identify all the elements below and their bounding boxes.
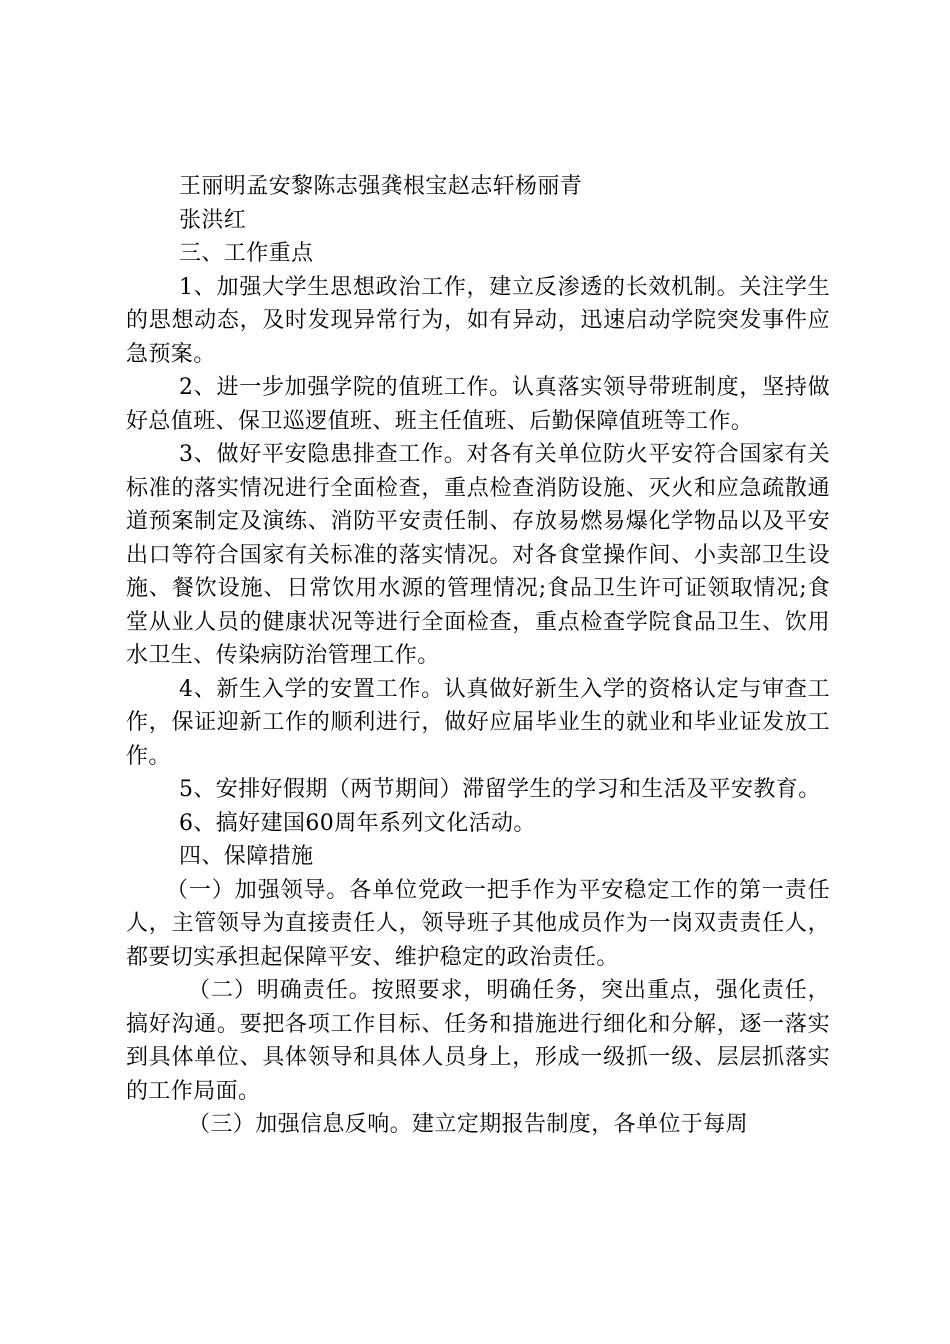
- section-heading-3: 三、工作重点: [179, 241, 314, 266]
- paragraph-item-5: 5、安排好假期（两节期间）滞留学生的学习和生活及平安教育。: [179, 777, 821, 802]
- paragraph-item-3: 3、做好平安隐患排查工作。对各有关单位防火平安符合国家有关标准的落实情况进行全面检查，重点检查消防设施、灭火和应急疏散通道预案制定及演练、消防平安责任制、存放易燃易爆化学物品以及平安出口等符合国家有关标准的落实情况。对各食堂操作间、小卖部卫生设施、餐饮设施、日常饮用水源的管理情况;食品卫生许可证领取情况;食堂从业人员的健康状况等进行全面检查，重点检查学院食品卫生、饮用水卫生、传染病防治管理工作。: [126, 442, 830, 668]
- names-line-2: 张洪红: [179, 207, 247, 233]
- paragraph-item-6: 6、搞好建国60周年系列文化活动。: [179, 810, 536, 836]
- paragraph-item-1: 1、加强大学生思想政治工作，建立反渗透的长效机制。关注学生的思想动态，及时发现异常行为，如有异动，迅速启动学院突发事件应急预案。: [126, 274, 830, 367]
- measure-paragraph-1: （一）加强领导。各单位党政一把手作为平安稳定工作的第一责任人，主管领导为直接责任人，领导班子其他成员作为一岗双责责任人，都要切实承担起保障平安、维护稳定的政治责任。: [126, 877, 830, 970]
- paragraph-item-4: 4、新生入学的安置工作。认真做好新生入学的资格认定与审查工作，保证迎新工作的顺利进行，做好应届毕业生的就业和毕业证发放工作。: [126, 676, 830, 769]
- section-heading-4: 四、保障措施: [179, 844, 314, 869]
- paragraph-item-2: 2、进一步加强学院的值班工作。认真落实领导带班制度，坚持做好总值班、保卫巡逻值班、班主任值班、后勤保障值班等工作。: [126, 375, 830, 434]
- measure-paragraph-2: （二）明确责任。按照要求，明确任务，突出重点，强化责任，搞好沟通。要把各项工作目标、任务和措施进行细化和分解，逐一落实到具体单位、具体领导和具体人员身上，形成一级抓一级、层层抓落实的工作局面。: [126, 978, 830, 1104]
- names-line-1: 王丽明孟安黎陈志强龚根宝赵志轩杨丽青: [179, 174, 583, 199]
- document-body: [126, 170, 830, 1142]
- measure-paragraph-3: （三）加强信息反响。建立定期报告制度，各单位于每周: [188, 1112, 749, 1137]
